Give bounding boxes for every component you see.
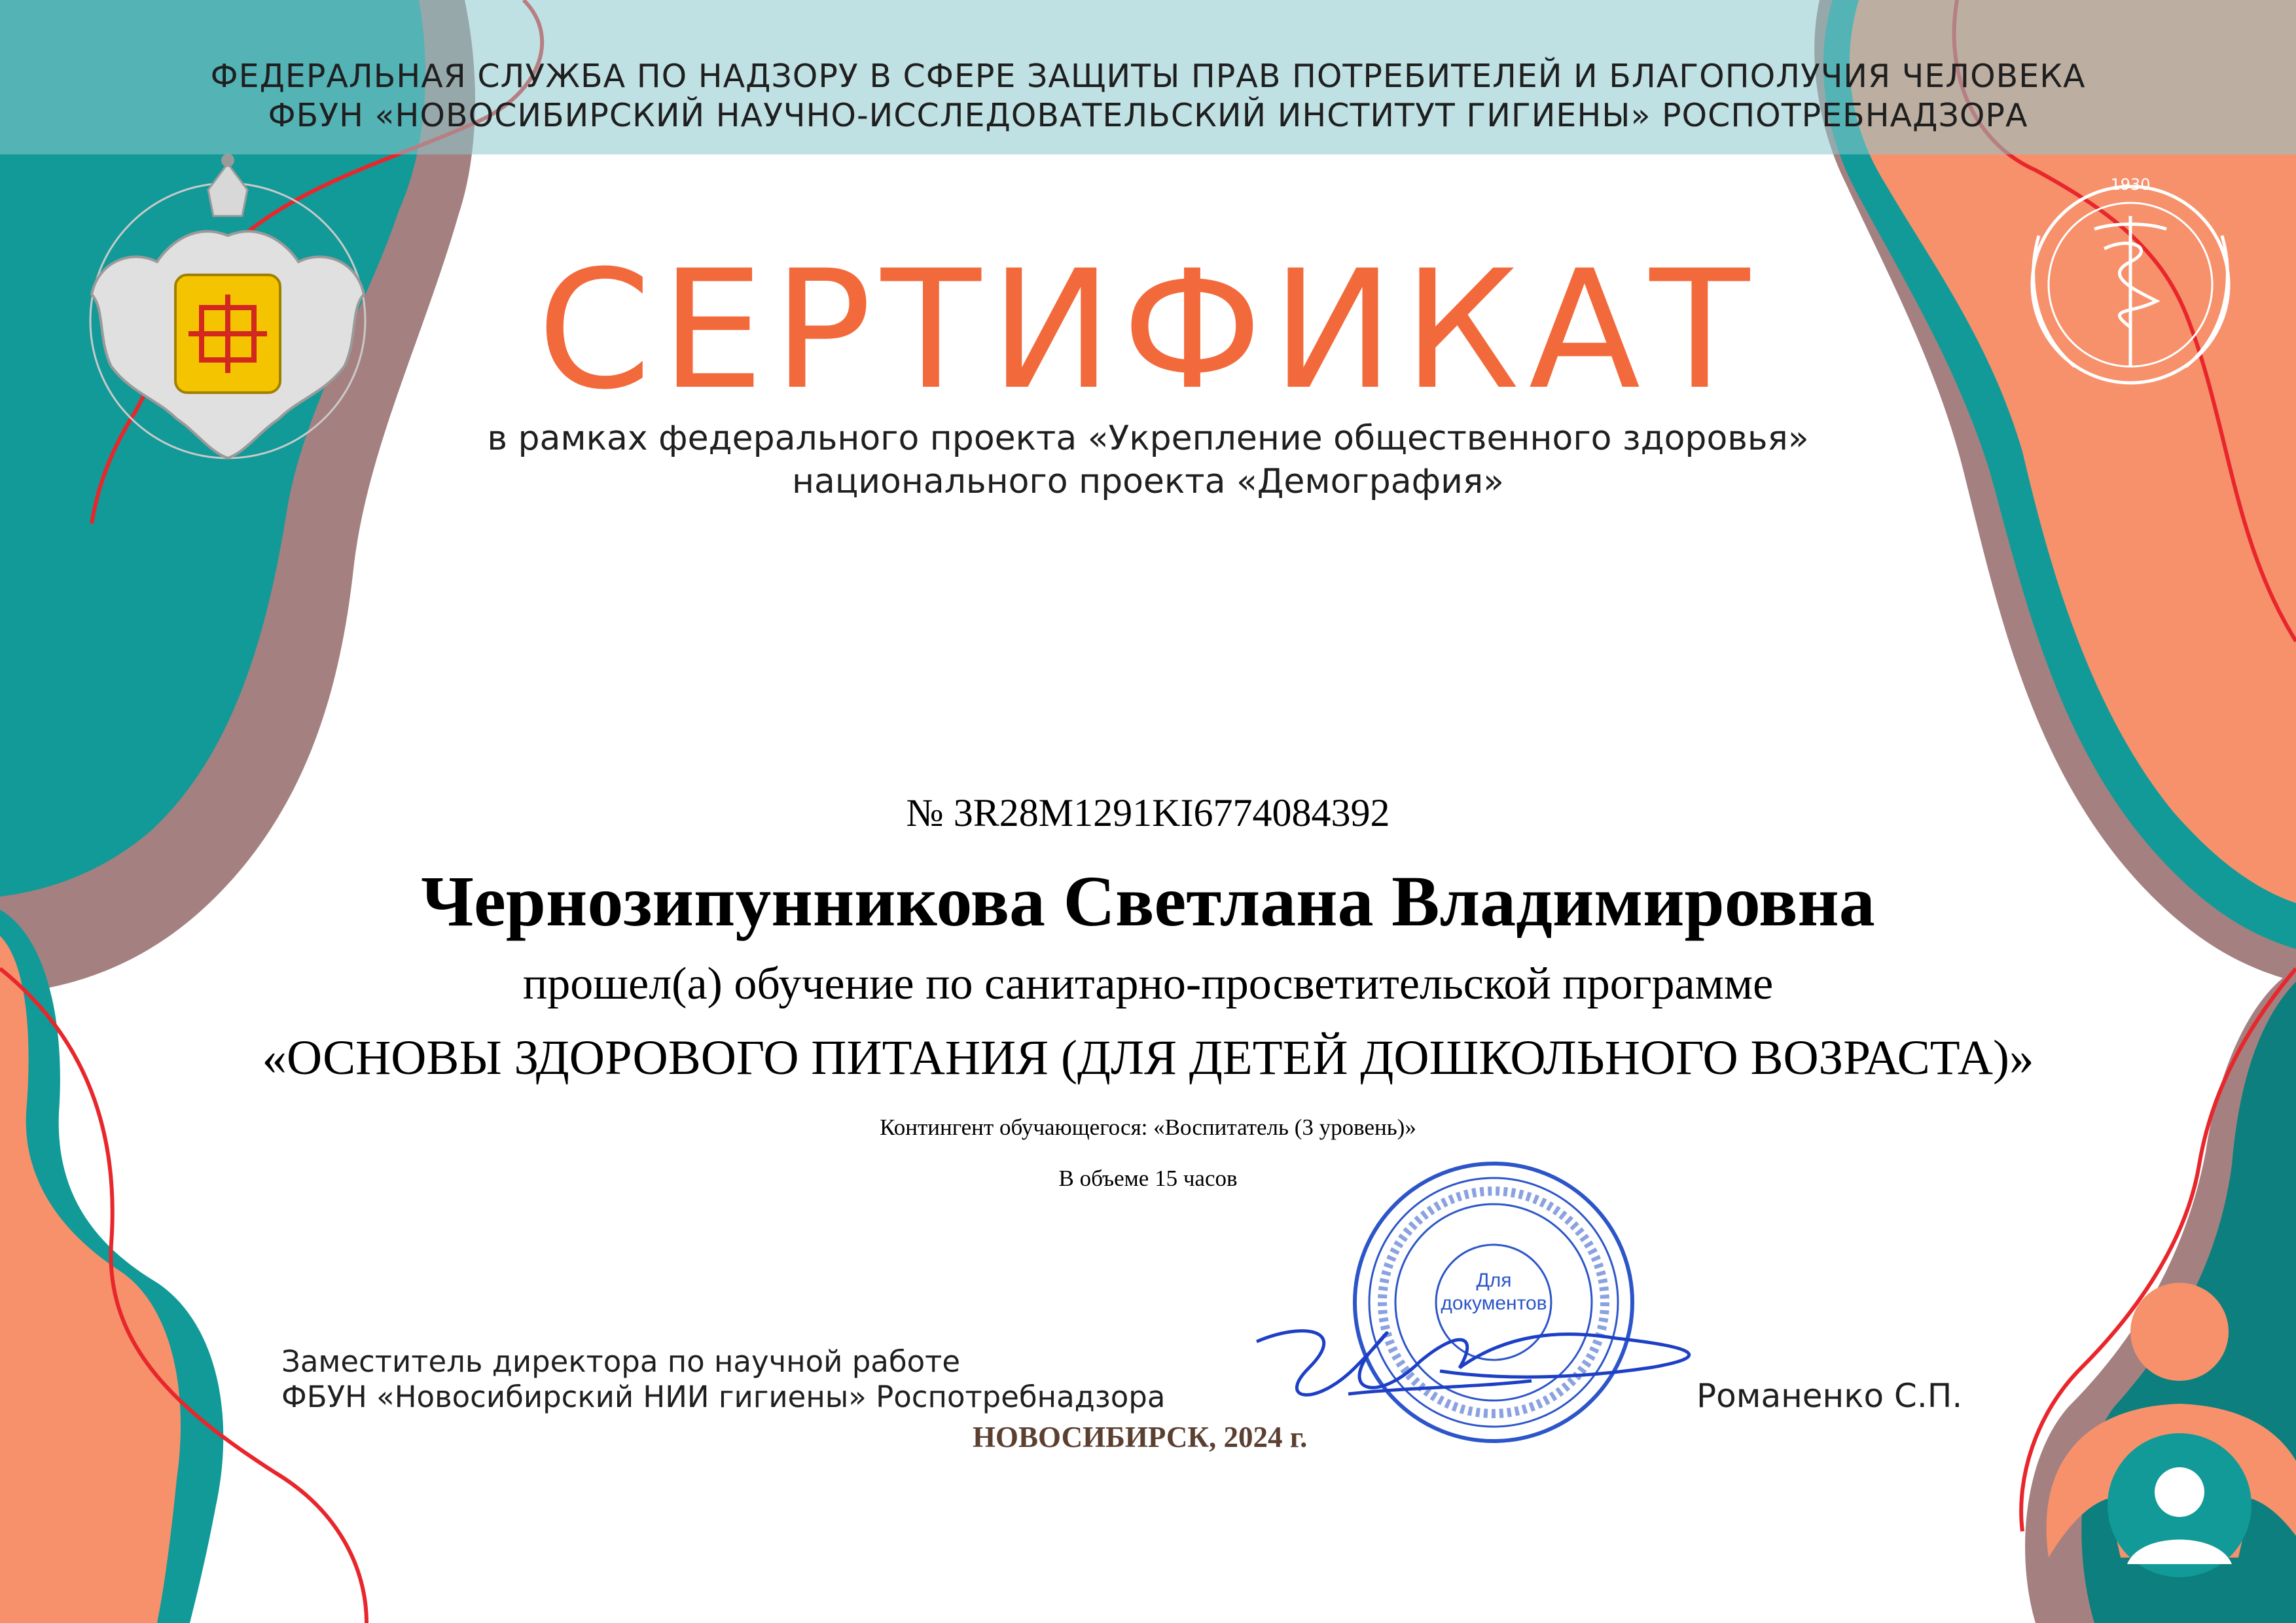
header-institute: ФБУН «НОВОСИБИРСКИЙ НАУЧНО-ИССЛЕДОВАТЕЛЬСКИЙ ИНСТИТУТ ГИГИЕНЫ» РОСПОТРЕБНАДЗОРА xyxy=(268,97,2028,134)
svg-text:1930: 1930 xyxy=(2110,175,2151,194)
certificate-title: СЕРТИФИКАТ xyxy=(537,235,1759,425)
recipient-name: Чернозипунникова Светлана Владимировна xyxy=(421,861,1875,941)
city-year: НОВОСИБИРСК, 2024 г. xyxy=(973,1421,1308,1454)
certificate-number: № 3R28M1291KI6774084392 xyxy=(906,791,1390,834)
subtitle-national-project: национального проекта «Демография» xyxy=(791,462,1504,501)
completion-text: прошел(а) обучение по санитарно-просветительской программе xyxy=(522,959,1774,1009)
contingent-text: Контингент обучающегося: «Воспитатель (3 уровень)» xyxy=(880,1115,1416,1140)
signature-scribble xyxy=(1257,1331,1689,1395)
subtitle-federal-project: в рамках федерального проекта «Укрепление общественного здоровья» xyxy=(487,419,1809,458)
signatory-position: Заместитель директора по научной работе xyxy=(281,1344,961,1379)
program-name: «ОСНОВЫ ЗДОРОВОГО ПИТАНИЯ (ДЛЯ ДЕТЕЙ ДОШКОЛЬНОГО ВОЗРАСТА)» xyxy=(262,1031,2034,1085)
signatory-name: Романенко С.П. xyxy=(1696,1377,1963,1415)
signatory-organization: ФБУН «Новосибирский НИИ гигиены» Роспотребнадзора xyxy=(281,1380,1166,1414)
header-agency: ФЕДЕРАЛЬНАЯ СЛУЖБА ПО НАДЗОРУ В СФЕРЕ ЗАЩИТЫ ПРАВ ПОТРЕБИТЕЛЕЙ И БЛАГОПОЛУЧИЯ ЧЕЛОВЕКА xyxy=(210,58,2086,95)
stamp-center-text: Для документов xyxy=(1441,1270,1547,1314)
volume-text: В объеме 15 часов xyxy=(1058,1166,1238,1191)
